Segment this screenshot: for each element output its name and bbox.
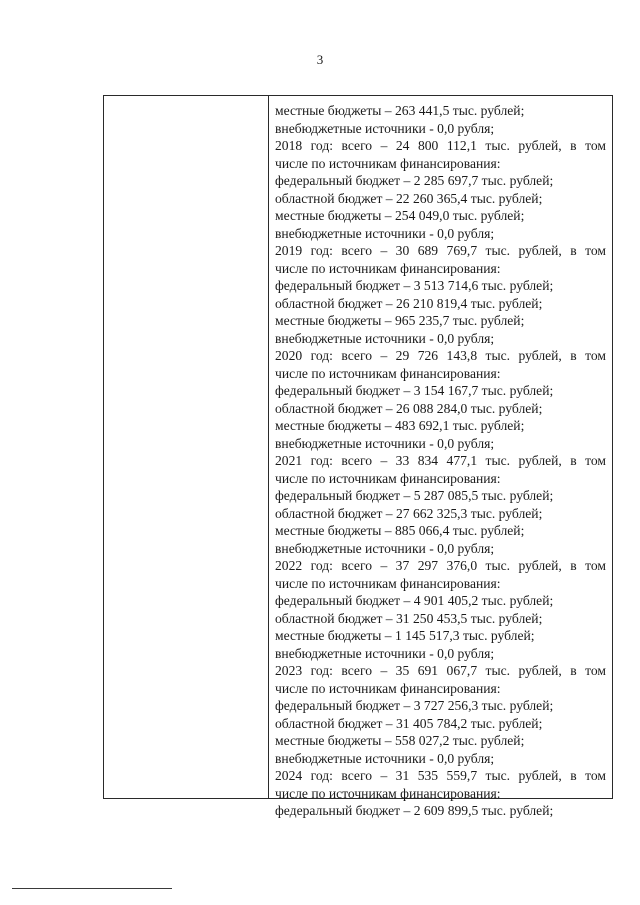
table-right-cell	[269, 96, 612, 818]
budget-line: федеральный бюджет – 3 154 167,7 тыс. рублей;	[275, 383, 554, 398]
budget-line: областной бюджет – 22 260 365,4 тыс. рублей;	[275, 190, 543, 206]
budget-line: числе по источникам финансирования:	[275, 680, 501, 696]
budget-line: 2023 год: всего – 35 691 067,7 тыс. рублей, в том	[275, 663, 606, 678]
budget-line: числе по источникам финансирования:	[275, 575, 501, 591]
budget-line: областной бюджет – 26 088 284,0 тыс. рублей;	[275, 400, 543, 416]
budget-line: федеральный бюджет – 5 287 085,5 тыс. рублей;	[275, 488, 554, 503]
budget-line: числе по источникам финансирования:	[275, 470, 501, 486]
budget-line: местные бюджеты – 483 692,1 тыс. рублей;	[275, 418, 525, 433]
budget-line: местные бюджеты – 1 145 517,3 тыс. рублей;	[275, 628, 535, 643]
budget-line: федеральный бюджет – 2 609 899,5 тыс. рублей;	[275, 803, 554, 818]
budget-line: 2021 год: всего – 33 834 477,1 тыс. рублей, в том	[275, 453, 606, 468]
budget-line: внебюджетные источники - 0,0 рубля;	[275, 435, 495, 451]
financing-table	[103, 95, 613, 818]
budget-line: местные бюджеты – 263 441,5 тыс. рублей;	[275, 103, 525, 118]
budget-line: федеральный бюджет – 4 901 405,2 тыс. рублей;	[275, 593, 554, 608]
budget-line: местные бюджеты – 254 049,0 тыс. рублей;	[275, 208, 525, 223]
budget-line: внебюджетные источники - 0,0 рубля;	[275, 120, 495, 136]
budget-line: 2018 год: всего – 24 800 112,1 тыс. рублей, в том	[275, 138, 606, 153]
budget-line: числе по источникам финансирования:	[275, 365, 501, 381]
budget-line: 2019 год: всего – 30 689 769,7 тыс. рублей, в том	[275, 243, 606, 258]
budget-line: 2024 год: всего – 31 535 559,7 тыс. рублей, в том	[275, 768, 606, 783]
budget-line: федеральный бюджет – 3 727 256,3 тыс. рублей;	[275, 698, 554, 713]
footnote-divider	[12, 888, 172, 889]
budget-line: 2022 год: всего – 37 297 376,0 тыс. рублей, в том	[275, 558, 606, 573]
budget-line: местные бюджеты – 965 235,7 тыс. рублей;	[275, 313, 525, 328]
budget-line: областной бюджет – 31 405 784,2 тыс. рублей;	[275, 715, 543, 731]
budget-line: внебюджетные источники - 0,0 рубля;	[275, 645, 495, 661]
budget-line: областной бюджет – 27 662 325,3 тыс. рублей;	[275, 505, 543, 521]
page-number: 3	[316, 52, 324, 67]
budget-line: внебюджетные источники - 0,0 рубля;	[275, 540, 495, 556]
budget-line: внебюджетные источники - 0,0 рубля;	[275, 330, 495, 346]
budget-line: числе по источникам финансирования:	[275, 260, 501, 276]
budget-line: местные бюджеты – 885 066,4 тыс. рублей;	[275, 523, 525, 538]
budget-line: областной бюджет – 31 250 453,5 тыс. рублей;	[275, 610, 543, 626]
budget-line: местные бюджеты – 558 027,2 тыс. рублей;	[275, 733, 525, 748]
budget-line: федеральный бюджет – 2 285 697,7 тыс. рублей;	[275, 173, 554, 188]
budget-line: федеральный бюджет – 3 513 714,6 тыс. рублей;	[275, 278, 554, 293]
budget-line: внебюджетные источники - 0,0 рубля;	[275, 225, 495, 241]
table-left-cell	[104, 96, 269, 798]
budget-line: областной бюджет – 26 210 819,4 тыс. рублей;	[275, 295, 543, 311]
budget-line: числе по источникам финансирования:	[275, 785, 501, 801]
budget-line: 2020 год: всего – 29 726 143,8 тыс. рублей, в том	[275, 348, 606, 363]
budget-line: числе по источникам финансирования:	[275, 155, 501, 171]
budget-line: внебюджетные источники - 0,0 рубля;	[275, 750, 495, 766]
